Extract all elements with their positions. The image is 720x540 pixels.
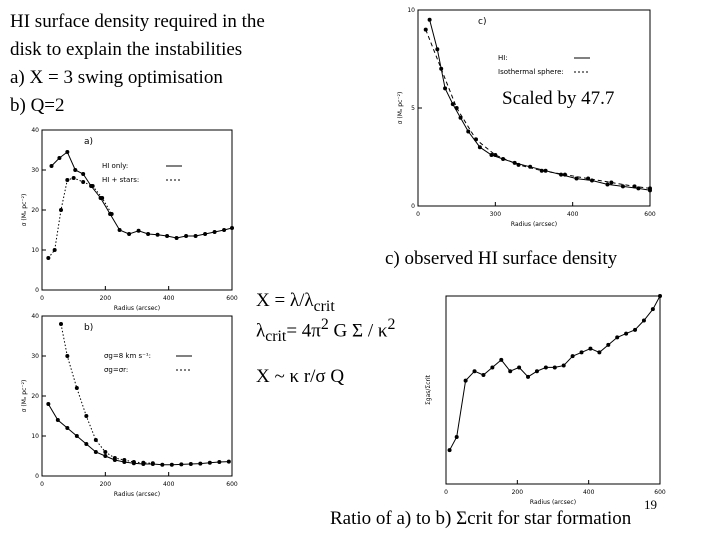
legend-label: Isothermal sphere: [498,68,564,76]
data-point [642,318,646,322]
data-point [46,256,50,260]
data-point [588,347,592,351]
data-point [648,186,652,190]
data-point [65,426,69,430]
series-line [52,152,233,238]
data-point [122,458,126,462]
x-tick-label: 400 [162,481,175,488]
x-tick-label: 0 [416,211,420,218]
data-point [53,248,57,252]
data-point [586,177,590,181]
x-tick-label: 300 [489,211,502,218]
series-line [48,178,111,258]
slide-number: 19 [644,497,657,512]
y-tick-label: 0 [411,203,415,210]
data-point [127,232,131,236]
data-point [165,234,169,238]
data-point [84,414,88,418]
panel-c-label: c) observed HI surface density [385,248,618,269]
x-axis-label: Radius (arcsec) [113,305,161,312]
data-point [526,375,530,379]
data-point [175,236,179,240]
plot-b [18,312,248,502]
formula-lambda-crit: $\lambda_{crit}= 4\pi^2$ G Σ / $\kappa^2$ [256,316,396,346]
legend-label: HI + stars: [102,176,140,184]
data-point [132,460,136,464]
heading-block [10,8,350,120]
data-point [464,379,468,383]
data-point [198,462,202,466]
y-tick-label: 40 [31,127,39,134]
y-tick-label: 40 [31,313,39,320]
x-tick-label: 200 [99,481,112,488]
y-axis-label: σ (Mₒ pc⁻²) [397,91,404,125]
data-point [230,226,234,230]
data-point [562,364,566,368]
data-point [424,28,428,32]
data-point [490,365,494,369]
formula-x: $X = \lambda/\lambda_{crit}$ [256,290,335,315]
data-point [474,137,478,141]
y-axis-label: σ (Mₒ pc⁻²) [21,193,28,227]
data-point [151,461,155,465]
data-point [189,462,193,466]
data-point [73,168,77,172]
data-point [141,461,145,465]
data-point [75,434,79,438]
data-point [439,67,443,71]
data-point [448,448,452,452]
data-point [624,332,628,336]
data-point [606,343,610,347]
data-point [50,164,54,168]
legend-label: HI only: [102,162,129,170]
data-point [213,230,217,234]
data-point [65,178,69,182]
y-tick-label: 20 [31,207,39,214]
data-point [633,184,637,188]
data-point [540,169,544,173]
data-point [72,176,76,180]
data-point [103,450,107,454]
panel-label: c) [478,17,487,27]
data-point [633,328,637,332]
data-point [113,456,117,460]
data-point [208,461,212,465]
plot-c [388,4,668,234]
data-point [103,454,107,458]
data-point [75,386,79,390]
plot-a [18,126,248,316]
heading-line-4: b) Q=2 [10,95,65,116]
heading-line-1: HI surface density required in the [10,11,265,32]
y-tick-label: 0 [35,473,39,480]
data-point [160,463,164,467]
x-tick-label: 0 [40,481,44,488]
data-point [194,234,198,238]
data-point [428,18,432,22]
data-point [184,234,188,238]
heading-line-3: a) X = 3 swing optimisation [10,67,223,88]
y-tick-label: 10 [31,433,39,440]
data-point [56,418,60,422]
x-tick-label: 400 [582,489,595,496]
data-point [455,106,459,110]
data-point [59,322,63,326]
data-point [81,172,85,176]
legend-label: σg=σr: [104,366,129,374]
plot-b-svg [18,312,248,502]
data-point [94,438,98,442]
plot-frame [42,316,232,476]
data-point [553,365,557,369]
heading-line-2: disk to explain the instabilities [10,39,243,60]
scaled-label: Scaled by 47.7 [502,88,615,109]
x-tick-label: 0 [444,489,448,496]
data-point [137,229,141,233]
data-point [100,196,104,200]
plot-frame [446,296,660,484]
x-axis-label: Radius (arcsec) [113,491,161,498]
data-point [118,228,122,232]
data-point [544,365,548,369]
y-axis-label: Σgas/Σcrit [425,375,432,405]
data-point [651,307,655,311]
data-point [605,182,609,186]
data-point [571,354,575,358]
data-point [466,130,470,134]
data-point [481,373,485,377]
series-line [48,404,229,465]
data-point [597,350,601,354]
x-tick-label: 200 [511,489,524,496]
data-point [499,358,503,362]
y-axis-label: σ (Mₒ pc⁻²) [21,379,28,413]
x-tick-label: 200 [99,295,112,302]
y-tick-label: 0 [35,287,39,294]
y-tick-label: 5 [411,105,415,112]
x-tick-label: 600 [226,295,238,302]
data-point [443,86,447,90]
x-tick-label: 600 [644,211,656,218]
data-point [170,463,174,467]
data-point [563,173,567,177]
data-point [46,402,50,406]
series-line [61,324,153,463]
data-point [473,369,477,373]
formula-x-approx: X ~ κ r/σ Q [256,366,345,387]
x-axis-label: Radius (arcsec) [529,499,577,506]
data-point [517,365,521,369]
x-tick-label: 600 [226,481,238,488]
data-point [57,156,61,160]
panel-label: a) [84,137,94,147]
data-point [435,47,439,51]
data-point [535,369,539,373]
data-point [179,462,183,466]
data-point [455,435,459,439]
data-point [615,335,619,339]
data-point [146,232,150,236]
data-point [517,163,521,167]
data-point [478,145,482,149]
data-point [217,460,221,464]
data-point [493,153,497,157]
panel-label: b) [84,323,94,333]
plot-ratio [418,294,668,504]
plot-a-svg [18,126,248,316]
y-tick-label: 10 [31,247,39,254]
x-axis-label: Radius (arcsec) [510,221,558,228]
data-point [91,184,95,188]
x-tick-label: 400 [162,295,175,302]
data-point [222,228,226,232]
x-tick-label: 600 [654,489,666,496]
caption: Ratio of a) to b) Σcrit for star formation [330,508,632,529]
plot-c-svg [388,4,668,234]
data-point [81,180,85,184]
y-tick-label: 30 [31,167,39,174]
data-point [65,150,69,154]
data-point [59,208,63,212]
data-point [658,294,662,298]
series-line [450,296,660,450]
data-point [203,232,207,236]
data-point [580,350,584,354]
x-tick-label: 400 [566,211,579,218]
data-point [609,180,613,184]
data-point [227,460,231,464]
y-tick-label: 30 [31,353,39,360]
plot-ratio-svg [418,294,668,504]
legend-label: HI: [498,54,508,62]
data-point [94,450,98,454]
data-point [110,212,114,216]
data-point [508,369,512,373]
plot-frame [42,130,232,290]
data-point [65,354,69,358]
x-tick-label: 0 [40,295,44,302]
data-point [84,442,88,446]
y-tick-label: 10 [407,7,415,14]
legend-label: σg=8 km s⁻¹: [104,352,152,360]
y-tick-label: 20 [31,393,39,400]
data-point [156,233,160,237]
data-point [621,184,625,188]
